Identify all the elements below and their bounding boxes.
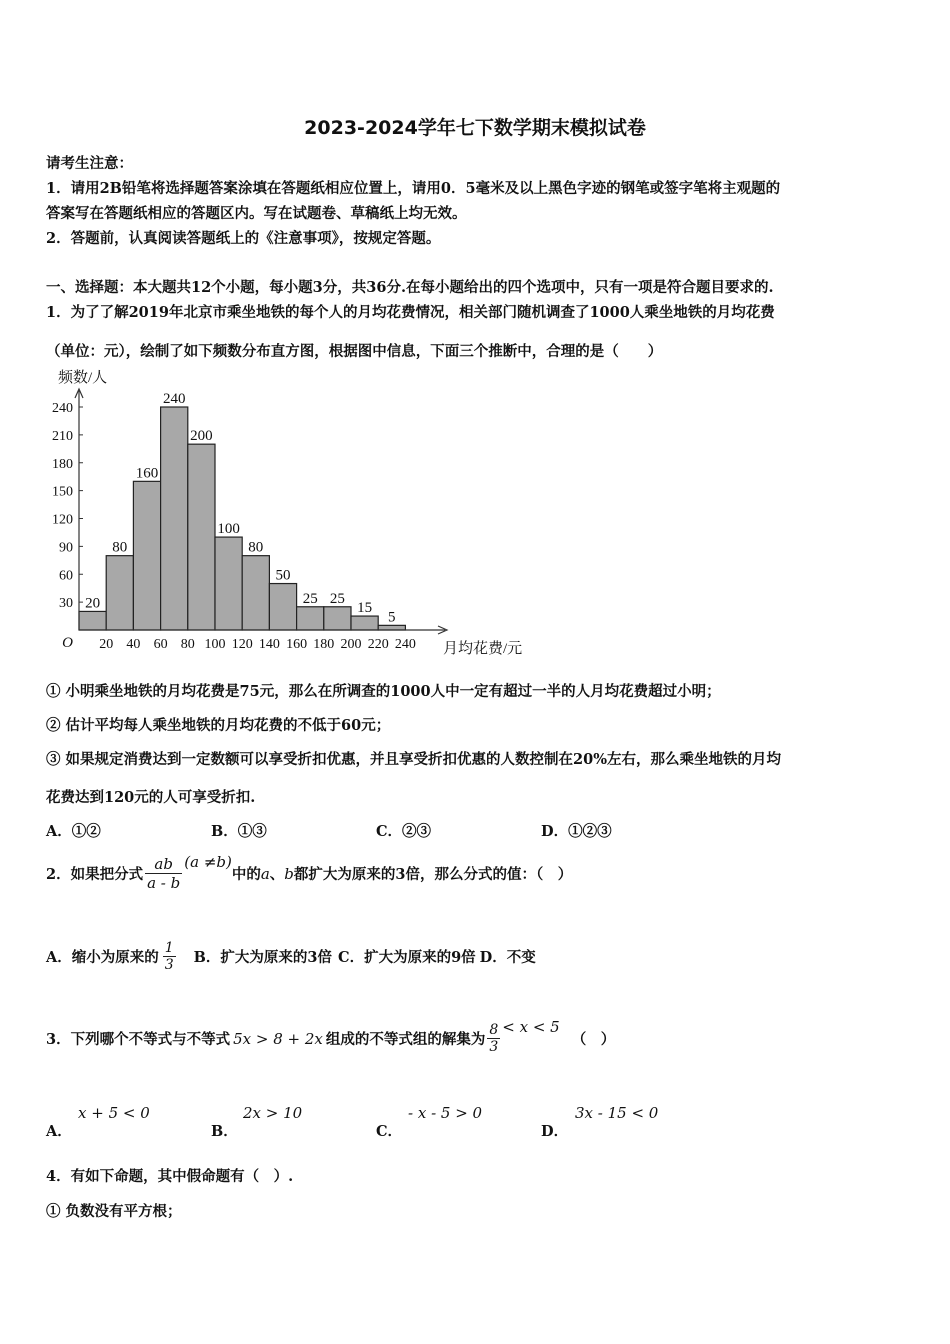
q3-solution-rest: < x < 5	[502, 1017, 560, 1036]
x-tick-label: 180	[313, 637, 335, 652]
q2-fraction	[145, 855, 182, 892]
page-title: 2023-2024学年七下数学期末模拟试卷	[304, 117, 646, 139]
q1-option-c[interactable]: C．②③	[376, 823, 432, 840]
q3-option-a-label[interactable]: A．	[46, 1123, 72, 1140]
x-tick-label: 140	[258, 637, 280, 652]
x-tick-label: 120	[231, 637, 253, 652]
y-tick-label: 210	[52, 428, 73, 444]
q3-option-a-expr[interactable]: x + 5 < 0	[78, 1104, 150, 1122]
histogram-chart	[40, 362, 560, 662]
bar-value-label: 160	[135, 465, 159, 482]
x-axis-title: 月均花费/元	[443, 641, 523, 657]
y-tick-label: 90	[59, 540, 73, 556]
y-tick-label: 60	[59, 568, 73, 584]
bar-value-label: 15	[357, 600, 373, 617]
histogram-bar	[106, 556, 133, 630]
q4-stem: 4．有如下命题，其中假命题有（ ）.	[46, 1168, 294, 1185]
q2-stem	[46, 852, 573, 892]
histogram-bar	[297, 607, 324, 630]
y-axis-title: 频数/人	[58, 370, 108, 386]
bar-value-label: 50	[275, 567, 291, 584]
histogram-bar	[378, 625, 405, 630]
histogram-bar	[79, 611, 106, 630]
bar-value-label: 25	[329, 590, 345, 607]
y-tick-label: 120	[52, 512, 73, 528]
q1-option-d[interactable]: D．①②③	[541, 823, 612, 840]
y-tick-label: 180	[52, 456, 73, 472]
x-tick-label: 100	[204, 637, 226, 652]
q2-option-d[interactable]: D．不变	[479, 949, 536, 966]
q3-solution-denominator: 3	[489, 1039, 499, 1055]
histogram-bar	[324, 607, 351, 630]
y-tick-label: 240	[52, 401, 73, 416]
q2-sep: 、	[269, 866, 285, 883]
q2-third-fraction	[163, 940, 176, 973]
bar-value-label: 5	[388, 609, 396, 626]
x-tick-label: 20	[99, 637, 114, 652]
q1-statement-3b: 花费达到120元的人可享受折扣.	[46, 789, 256, 806]
q2-var-b: b	[284, 864, 294, 883]
q4-statement-1: ① 负数没有平方根；	[46, 1203, 182, 1220]
q3-option-b-label[interactable]: B．	[211, 1123, 238, 1140]
q2-suffix: 都扩大为原来的3倍，那么分式的值：（ ）	[293, 866, 573, 883]
bar-value-label: 200	[190, 428, 213, 445]
notice-line-3: 2．答题前，认真阅读答题纸上的《注意事项》，按规定答题。	[46, 230, 441, 247]
section-heading: 一、选择题：本大题共12个小题，每小题3分，共36分.在每小题给出的四个选项中，只有一项是符合题目要求的.	[46, 279, 774, 296]
q3-suffix: （ ）	[571, 1031, 616, 1048]
q3-option-d-expr[interactable]: 3x - 15 < 0	[575, 1104, 659, 1122]
x-tick-label: 200	[340, 637, 362, 652]
y-tick-label: 150	[52, 484, 73, 500]
q3-prefix: 3．下列哪个不等式与不等式	[46, 1031, 231, 1048]
q2-option-b[interactable]: B．扩大为原来的3倍	[193, 949, 333, 966]
x-tick-label: 240	[394, 637, 416, 652]
q3-mid: 组成的不等式组的解集为	[325, 1031, 486, 1048]
q2-mid: 中的	[231, 866, 261, 883]
q2-condition: (a ≠b)	[184, 852, 232, 871]
notice-heading: 请考生注意：	[46, 155, 133, 172]
histogram-bar	[161, 407, 188, 630]
q2-options	[46, 940, 536, 973]
x-tick-label: 60	[153, 637, 168, 652]
notice-line-1: 1．请用2B铅笔将选择题答案涂填在答题纸相应位置上，请用0．5毫米及以上黑色字迹的钢笔或签字笔将主观题的	[46, 180, 781, 197]
q3-option-c-label[interactable]: C．	[376, 1123, 403, 1140]
y-tick-label: 30	[59, 596, 73, 612]
q2-third-denominator: 3	[164, 957, 174, 973]
bar-value-label: 80	[248, 539, 264, 556]
q1-stem-line-2: （单位：元），绘制了如下频数分布直方图，根据图中信息，下面三个推断中，合理的是（ ）	[46, 343, 663, 360]
q2-third-numerator: 1	[164, 940, 174, 956]
q2-fraction-numerator: ab	[145, 855, 182, 874]
q3-inequality: 5x > 8 + 2x	[233, 1029, 323, 1048]
bar-value-label: 20	[85, 595, 101, 612]
histogram-bar	[351, 616, 378, 630]
x-tick-label: 40	[126, 637, 141, 652]
q1-statement-1: ① 小明乘坐地铁的月均花费是75元，那么在所调查的1000人中一定有超过一半的人月均花费超过小明；	[46, 683, 721, 700]
q3-solution-numerator: 8	[489, 1022, 499, 1038]
histogram-bar	[188, 444, 215, 630]
q3-option-d-label[interactable]: D．	[541, 1123, 569, 1140]
q1-statement-3a: ③ 如果规定消费达到一定数额可以享受折扣优惠，并且享受折扣优惠的人数控制在20%左右，那么乘坐地铁的月均	[46, 751, 781, 768]
q1-stem-line-1: 1．为了了解2019年北京市乘坐地铁的每个人的月均花费情况，相关部门随机调查了1000人乘坐地铁的月均花费	[46, 304, 775, 321]
histogram-bar	[269, 584, 296, 630]
bar-value-label: 80	[112, 539, 128, 556]
q3-solution-fraction	[487, 1022, 500, 1055]
bar-value-label: 240	[162, 391, 186, 407]
histogram-bar	[133, 481, 160, 630]
q1-option-a[interactable]: A．①②	[46, 823, 101, 840]
q3-stem	[46, 1017, 616, 1055]
notice-line-2: 答案写在答题纸相应的答题区内。写在试题卷、草稿纸上均无效。	[46, 205, 467, 222]
x-tick-label: 160	[286, 637, 308, 652]
bar-value-label: 25	[302, 590, 318, 607]
q3-option-c-expr[interactable]: - x - 5 > 0	[408, 1104, 483, 1122]
q1-statement-2: ② 估计平均每人乘坐地铁的月均花费的不低于60元；	[46, 717, 391, 734]
x-tick-label: 220	[367, 637, 389, 652]
q2-fraction-denominator: a - b	[147, 874, 181, 892]
q1-option-b[interactable]: B．①③	[211, 823, 267, 840]
q2-option-a[interactable]: A．缩小为原来的	[46, 949, 159, 966]
origin-label: O	[62, 635, 73, 651]
q3-option-b-expr[interactable]: 2x > 10	[243, 1104, 303, 1122]
histogram-bar	[215, 537, 242, 630]
q2-var-a: a	[260, 864, 270, 883]
bar-value-label: 100	[217, 521, 240, 538]
x-tick-label: 80	[180, 637, 195, 652]
q2-prefix: 2．如果把分式	[46, 866, 144, 883]
histogram-bar	[242, 556, 269, 630]
q2-option-c[interactable]: C．扩大为原来的9倍	[338, 949, 476, 966]
